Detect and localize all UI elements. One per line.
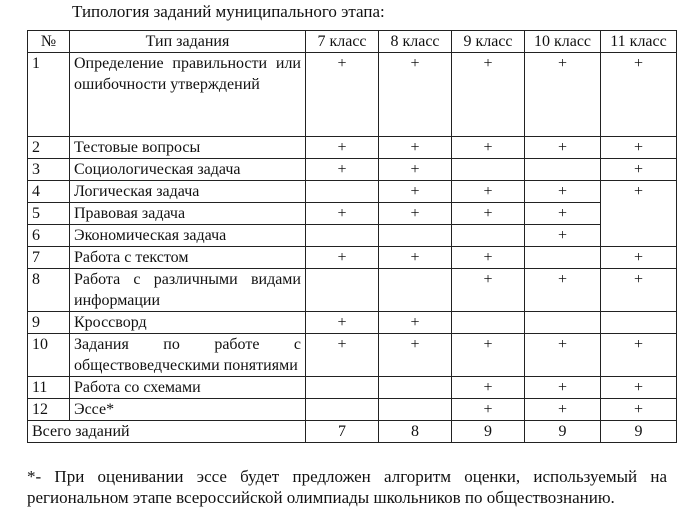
header-grade-8: 8 класс	[379, 31, 452, 53]
task-typology-table	[27, 30, 677, 443]
mark-grade-10: +	[525, 334, 601, 377]
mark-grade-7	[306, 399, 379, 421]
mark-grade-10: +	[525, 269, 601, 312]
mark-grade-7	[306, 377, 379, 399]
mark-grade-10: +	[525, 399, 601, 421]
header-num: №	[28, 31, 70, 53]
row-type: Социологическая задача	[70, 159, 306, 181]
mark-grade-10: +	[525, 181, 601, 203]
mark-grade-9: +	[452, 181, 525, 203]
mark-grade-11: +	[601, 269, 677, 312]
mark-grade-7: +	[306, 334, 379, 377]
row-num: 1	[28, 53, 70, 137]
mark-grade-10	[525, 159, 601, 181]
row-num: 8	[28, 269, 70, 312]
total-grade-7: 7	[306, 421, 379, 443]
mark-grade-11: +	[601, 334, 677, 377]
table-row	[28, 312, 677, 334]
total-grade-10: 9	[525, 421, 601, 443]
essay-footnote: *- При оценивании эссе будет предложен алгоритм оценки, используемый на региональном этапе всероссийской олимпиады школьников по обществознанию.	[27, 467, 667, 507]
total-grade-8: 8	[379, 421, 452, 443]
table-row	[28, 225, 677, 247]
row-type: Работа со схемами	[70, 377, 306, 399]
mark-grade-9: +	[452, 399, 525, 421]
header-grade-7: 7 класс	[306, 31, 379, 53]
mark-grade-11: +	[601, 247, 677, 269]
row-num: 10	[28, 334, 70, 377]
mark-grade-11: +	[601, 159, 677, 181]
mark-grade-9: +	[452, 377, 525, 399]
mark-grade-7: +	[306, 159, 379, 181]
header-grade-10: 10 класс	[525, 31, 601, 53]
table-row	[28, 53, 677, 137]
mark-grade-8: +	[379, 312, 452, 334]
mark-grade-8: +	[379, 181, 452, 203]
table-row	[28, 137, 677, 159]
row-num: 9	[28, 312, 70, 334]
mark-grade-11: +	[601, 377, 677, 399]
row-type: Эссе*	[70, 399, 306, 421]
mark-grade-11: +	[601, 399, 677, 421]
mark-grade-9: +	[452, 203, 525, 225]
table-row	[28, 269, 677, 312]
table-row	[28, 181, 677, 203]
row-num: 11	[28, 377, 70, 399]
mark-grade-8: +	[379, 159, 452, 181]
mark-grade-8	[379, 399, 452, 421]
mark-grade-8	[379, 269, 452, 312]
total-grade-9: 9	[452, 421, 525, 443]
total-row	[28, 421, 677, 443]
row-type: Определение правильности или ошибочности утверждений	[70, 53, 306, 137]
row-num: 5	[28, 203, 70, 225]
header-grade-11: 11 класс	[601, 31, 677, 53]
row-type: Правовая задача	[70, 203, 306, 225]
table-row	[28, 399, 677, 421]
table-row	[28, 334, 677, 377]
row-type: Логическая задача	[70, 181, 306, 203]
table-row	[28, 377, 677, 399]
row-type: Тестовые вопросы	[70, 137, 306, 159]
header-grade-9: 9 класс	[452, 31, 525, 53]
mark-grade-10: +	[525, 225, 601, 247]
mark-grade-7: +	[306, 53, 379, 137]
mark-grade-11: +	[601, 137, 677, 159]
mark-grade-7: +	[306, 137, 379, 159]
mark-grade-7: +	[306, 203, 379, 225]
mark-grade-8	[379, 377, 452, 399]
mark-grade-8: +	[379, 334, 452, 377]
mark-grade-9: +	[452, 334, 525, 377]
row-type: Задания по работе с обществоведческими понятиями	[70, 334, 306, 377]
mark-grade-11: +	[601, 181, 677, 247]
mark-grade-9: +	[452, 247, 525, 269]
row-type: Кроссворд	[70, 312, 306, 334]
table-row	[28, 159, 677, 181]
mark-grade-8: +	[379, 203, 452, 225]
mark-grade-7: +	[306, 247, 379, 269]
mark-grade-10: +	[525, 377, 601, 399]
row-num: 12	[28, 399, 70, 421]
total-label: Всего заданий	[28, 421, 306, 443]
mark-grade-9	[452, 159, 525, 181]
mark-grade-8	[379, 225, 452, 247]
mark-grade-7	[306, 269, 379, 312]
mark-grade-11: +	[601, 53, 677, 137]
mark-grade-9: +	[452, 269, 525, 312]
row-type: Работа с текстом	[70, 247, 306, 269]
mark-grade-10	[525, 312, 601, 334]
table-row	[28, 247, 677, 269]
row-num: 4	[28, 181, 70, 203]
page-title: Типология заданий муниципального этапа:	[72, 2, 385, 21]
table-row	[28, 203, 677, 225]
mark-grade-8: +	[379, 247, 452, 269]
row-num: 2	[28, 137, 70, 159]
row-num: 6	[28, 225, 70, 247]
table-header-row	[28, 31, 677, 53]
mark-grade-7	[306, 225, 379, 247]
mark-grade-11	[601, 312, 677, 334]
mark-grade-9: +	[452, 137, 525, 159]
mark-grade-9	[452, 312, 525, 334]
mark-grade-8: +	[379, 53, 452, 137]
row-type: Экономическая задача	[70, 225, 306, 247]
header-type: Тип задания	[70, 31, 306, 53]
mark-grade-10	[525, 247, 601, 269]
mark-grade-10: +	[525, 137, 601, 159]
mark-grade-8: +	[379, 137, 452, 159]
row-num: 3	[28, 159, 70, 181]
mark-grade-9	[452, 225, 525, 247]
mark-grade-7	[306, 181, 379, 203]
row-num: 7	[28, 247, 70, 269]
mark-grade-7: +	[306, 312, 379, 334]
mark-grade-10: +	[525, 203, 601, 225]
row-type: Работа с различными видами информации	[70, 269, 306, 312]
total-grade-11: 9	[601, 421, 677, 443]
mark-grade-10: +	[525, 53, 601, 137]
mark-grade-9: +	[452, 53, 525, 137]
